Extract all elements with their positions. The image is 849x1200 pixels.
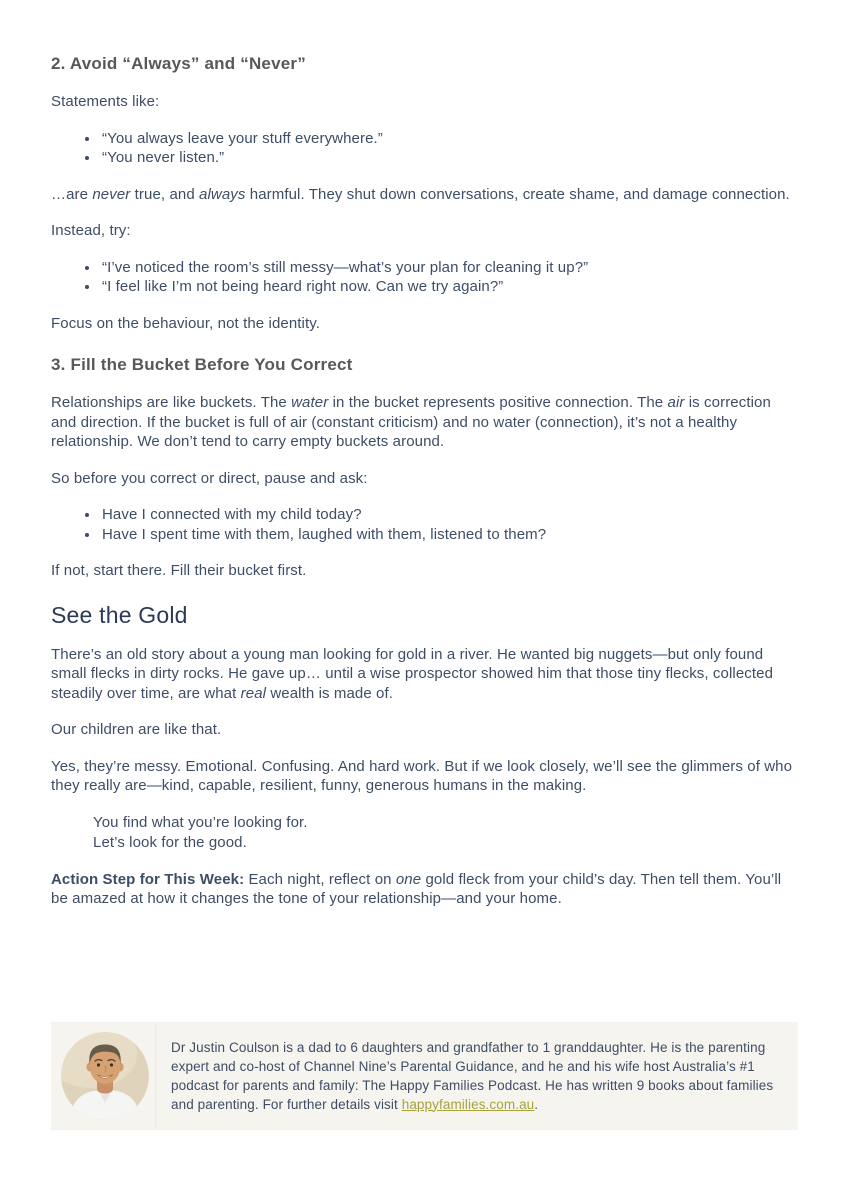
paragraph: Instead, try:: [51, 222, 131, 239]
list-item: • “I’ve noticed the room’s still messy—what’s your plan for cleaning it up?”: [100, 258, 798, 278]
list-item: • “You always leave your stuff everywhere.”: [100, 129, 798, 149]
paragraph: So before you correct or direct, pause and ask:: [51, 469, 368, 487]
paragraph: Action Step for This Week: Each night, reflect on one gold fleck from your child’s day. Then tell them. You’ll be amazed at how it changes the tone of your relationship—and your home.: [51, 870, 782, 907]
emphasized-text: never: [92, 185, 131, 203]
emphasized-text: air: [667, 394, 685, 411]
quote-line: Let’s look for the good.: [93, 833, 247, 851]
emphasized-text: water: [291, 394, 329, 411]
section-heading: 3. Fill the Bucket Before You Correct: [51, 355, 353, 374]
emphasized-text: one: [395, 870, 422, 888]
list-item: • Have I connected with my child today?: [100, 505, 798, 525]
quote-line: You find what you’re looking for.: [93, 813, 308, 831]
emphasized-text: always: [199, 185, 246, 203]
section-title: See the Gold: [51, 601, 188, 628]
paragraph: Focus on the behaviour, not the identity.: [51, 314, 320, 332]
paragraph: Statements like:: [51, 93, 160, 110]
happyfamilies-link[interactable]: happyfamilies.com.au: [401, 1096, 535, 1112]
paragraph: Yes, they’re messy. Emotional. Confusing. And hard work. But if we look closely, we’ll see the glimmers of who they really are—kind, capable, resilient, funny, generous humans in the making.: [51, 757, 793, 794]
author-avatar: [61, 1032, 149, 1120]
paragraph: …are never true, and always harmful. They shut down conversations, create shame, and damage connection.: [51, 185, 790, 203]
paragraph: There’s an old story about a young man looking for gold in a river. He wanted big nuggets—but only found small flecks in dirty rocks. He gave up… until a wise prospector showed him that those tiny flecks, collected steadily over time, are what real wealth is made of.: [51, 645, 774, 702]
bullet-list: [51, 258, 798, 297]
section-heading: 2. Avoid “Always” and “Never”: [51, 54, 306, 73]
paragraph: If not, start there. Fill their bucket first.: [51, 562, 307, 579]
list-item: • “I feel like I’m not being heard right now. Can we try again?”: [100, 277, 798, 297]
article-content: [51, 53, 798, 909]
author-bio-text: Dr Justin Coulson is a dad to 6 daughters and grandfather to 1 granddaughter. He is the parenting expert and co-host of Channel Nine’s Parental Guidance, and he and his wife host Australia’s #1 podcast for parents and family: The Happy Families Podcast. He has written 9 books about families and parenting. For further details visit happyfamilies.com.au.: [171, 1039, 774, 1112]
emphasized-text: real: [240, 684, 267, 702]
pull-quote: [51, 813, 798, 853]
author-photo: [61, 1032, 149, 1120]
bullet-list: [51, 505, 798, 544]
list-item: • “You never listen.”: [100, 148, 798, 168]
author-bio-card: [51, 1022, 798, 1130]
bold-text: Action Step for This Week:: [51, 870, 245, 888]
list-item: • Have I spent time with them, laughed with them, listened to them?: [100, 525, 798, 545]
paragraph: Relationships are like buckets. The water in the bucket represents positive connection. The air is correction and direction. If the bucket is full of air (constant criticism) and no water (connection), it’s not a healthy relationship. We don’t tend to carry empty buckets around.: [51, 394, 771, 450]
paragraph: Our children are like that.: [51, 721, 222, 738]
bio-divider: [155, 1022, 156, 1130]
bullet-list: [51, 129, 798, 168]
